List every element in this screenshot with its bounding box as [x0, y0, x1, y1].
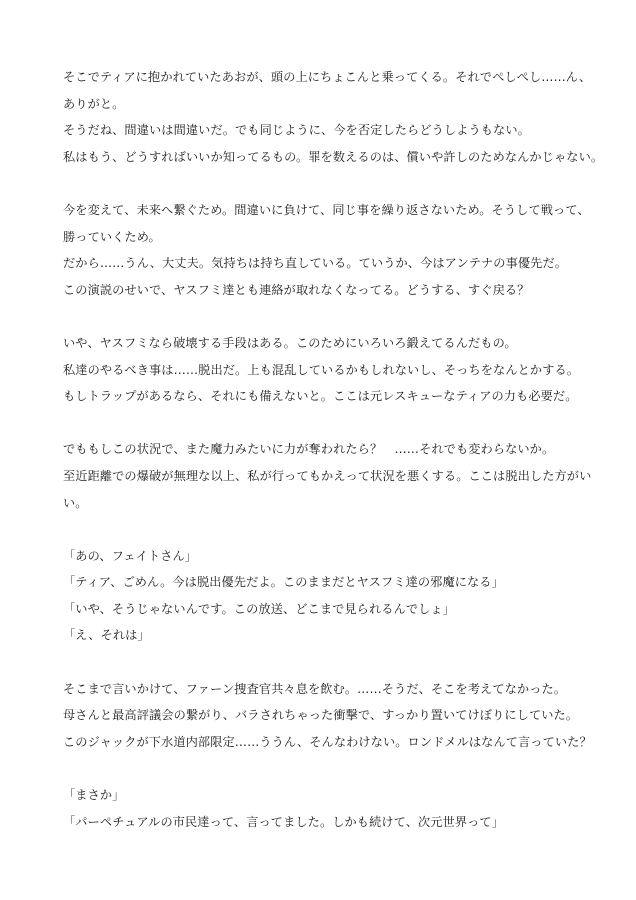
text-line: いや、ヤスフミなら破壊する手段はある。このためにいろいろ鍛えてるんだもの。 — [63, 335, 517, 350]
text-line: ありがと。 — [63, 96, 125, 111]
text-line: もしトラップがあるなら、それにも備えないと。ここは元レスキューなティアの力も必要だ。 — [63, 389, 578, 404]
dialogue-line: 「あの、フェイトさん」 — [63, 548, 198, 563]
blank-line — [63, 410, 583, 437]
text-line: 勝っていくため。 — [63, 229, 161, 244]
blank-line — [63, 516, 583, 543]
text-line: 至近距離での爆破が無理な以上、私が行ってもかえって状況を悪くする。ここは脱出した方がい — [63, 468, 592, 483]
text-line: い。 — [63, 495, 88, 510]
text-line: そこまで言いかけて、ファーン捜査官共々息を飲む。……そうだ、そこを考えてなかった。 — [63, 681, 567, 696]
text-line: そうだね、間違いは間違いだ。でも同じように、今を否定したらどうしようもない。 — [63, 123, 530, 138]
dialogue-line: 「え、それは」 — [63, 628, 150, 643]
dialogue-line: 「まさか」 — [63, 788, 125, 803]
blank-line — [63, 303, 583, 330]
blank-line — [63, 649, 583, 676]
body-text — [63, 64, 604, 835]
dialogue-line: 「ティア、ごめん。今は脱出優先だよ。このままだとヤスフミ達の邪魔になる」 — [63, 575, 504, 590]
dialogue-line: 「いや、そうじゃないんです。この放送、どこまで見られるんでしょ」 — [63, 601, 455, 616]
text-line: でももしこの状況で、また魔力みたいに力が奪われたら？ ……それでも変わらないか。 — [63, 442, 555, 457]
text-line: 今を変えて、未来へ繋ぐため。間違いに負けて、同じ事を繰り返さないため。そうして戦って、 — [63, 202, 590, 217]
text-line: そこでティアに抱かれていたあおが、頭の上にちょこんと乗ってくる。それでぺしぺし……ん、 — [63, 70, 592, 84]
dialogue-line: 「パーペチュアルの市民達って、言ってました。しかも続けて、次元世界って」 — [63, 814, 505, 829]
text-line: 私達のやるべき事は……脱出だ。上も混乱しているかもしれないし、そっちをなんとかする。 — [63, 362, 580, 377]
text-line: 私はもう、どうすればいいか知ってるもの。罪を数えるのは、償いや許しのためなんかじゃない。 — [63, 149, 604, 164]
text-line: 母さんと最高評議会の繋がり、バラされちゃった衝撃で、すっかり置いてけぼりにしていた。 — [63, 708, 579, 723]
text-line: このジャックが下水道内部限定……ううん、そんなわけない。ロンドメルはなんて言っていた？ — [63, 734, 592, 749]
text-line: だから……うん、大丈夫。気持ちは持ち直している。ていうか、今はアンテナの事優先だ。 — [63, 256, 568, 271]
text-line: この演説のせいで、ヤスフミ達とも連絡が取れなくなってる。どうする、すぐ戻る？ — [63, 282, 530, 297]
blank-line — [63, 170, 583, 197]
blank-line — [63, 755, 583, 782]
